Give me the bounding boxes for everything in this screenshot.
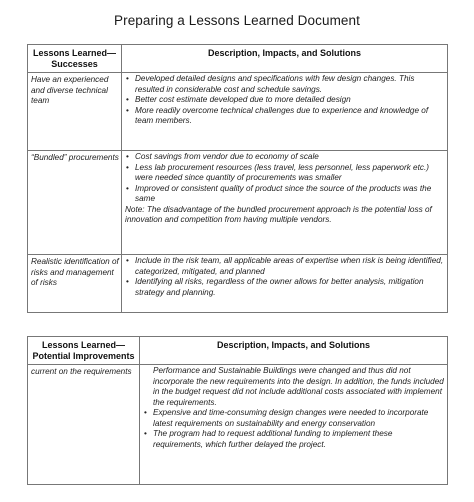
lessons-successes-table: [27, 44, 448, 313]
table-header-row: [28, 337, 448, 365]
table-row: [28, 365, 448, 485]
lessons-improvements-table: [27, 336, 448, 485]
note-text: Note: The disadvantage of the bundled procurement approach is the potential loss of innovation and competition from having multiple vendors.: [125, 204, 432, 224]
bullet-item: • More readily overcome technical challenges due to experience and knowledge of team members.: [125, 106, 444, 127]
table-row: [28, 73, 448, 151]
table-row: [28, 151, 448, 255]
bullet-item: • The program had to request additional funding to implement these requirements, which further delayed the project.: [143, 429, 444, 450]
lesson-cell: Have an experienced and diverse technical team: [28, 73, 122, 151]
bullet-item: Performance and Sustainable Buildings were changed and thus did not incorporate the new requirements into the design. In addition, the funds included in the budget request did not include additional costs associated with implement the requirements.: [153, 366, 444, 407]
description-cell: [122, 151, 448, 255]
header-lessons-successes: Lessons Learned— Successes: [28, 45, 122, 73]
bullet-item: • Include in the risk team, all applicable areas of expertise when risk is being identified, categorized, mitigated, and planned: [125, 256, 444, 277]
description-cell: [140, 365, 448, 485]
lesson-cell: current on the requirements: [28, 365, 140, 485]
table-header-row: [28, 45, 448, 73]
header-description: Description, Impacts, and Solutions: [122, 45, 448, 73]
lesson-cell: “Bundled” procurements: [28, 151, 122, 255]
bullet-item: • Improved or consistent quality of product since the source of the products was the same: [125, 184, 444, 205]
description-cell: [122, 73, 448, 151]
description-cell: [122, 255, 448, 313]
table-row: [28, 255, 448, 313]
document-title: Preparing a Lessons Learned Document: [114, 13, 360, 28]
bullet-item: • Developed detailed designs and specifications with few design changes. This resulted in considerable cost and schedule savings.: [125, 74, 444, 95]
bullet-item: • Identifying all risks, regardless of the owner allows for better analysis, mitigation strategy and planning.: [125, 277, 444, 298]
header-description: Description, Impacts, and Solutions: [140, 337, 448, 365]
bullet-item: • Cost savings from vendor due to economy of scale: [125, 152, 444, 163]
bullet-item: • Better cost estimate developed due to more detailed design: [125, 95, 444, 106]
header-lessons-improvements: Lessons Learned— Potential Improvements: [28, 337, 140, 365]
lesson-cell: Realistic identification of risks and management of risks: [28, 255, 122, 313]
bullet-item: • Less lab procurement resources (less travel, less personnel, less paperwork etc.) were needed since quantity of procurements was smaller: [125, 163, 444, 184]
bullet-item: • Expensive and time-consuming design changes were needed to incorporate latest requirements on sustainability and energy conservation: [143, 408, 444, 429]
